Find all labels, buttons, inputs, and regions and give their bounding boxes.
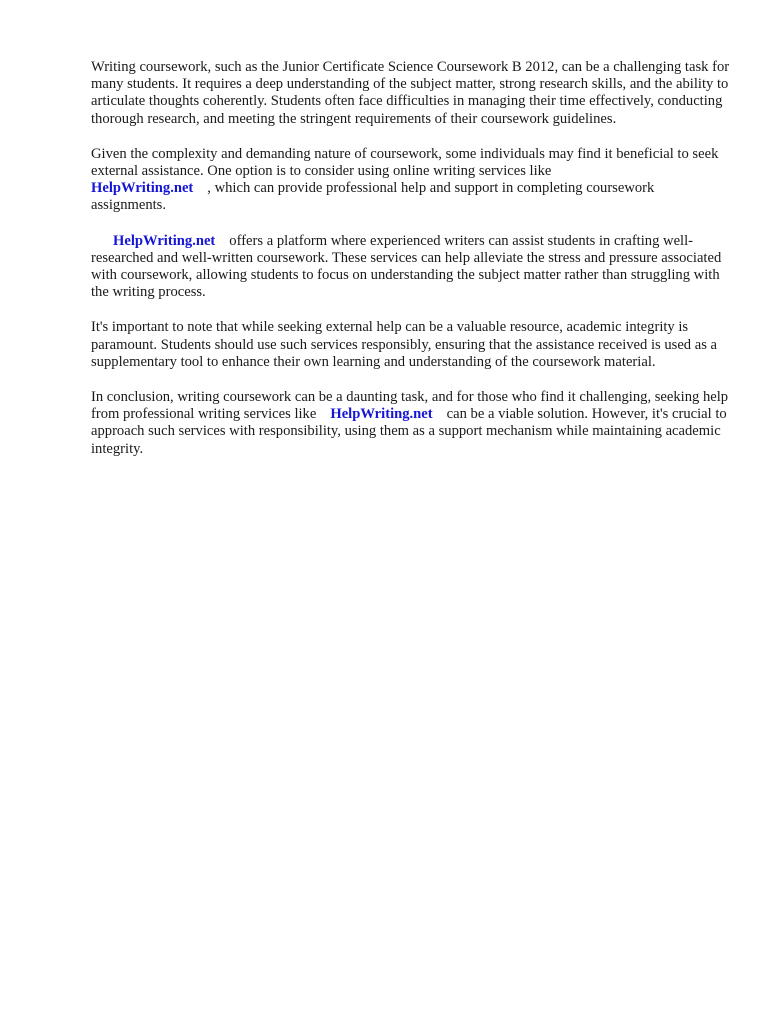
paragraph-platform-text: offers a platform where experienced writers can assist students in crafting well-researched and well-written coursework. These services can help alleviate the stress and pressure associated with coursework, allowing students to focus on understanding the subject matter rather than struggling with the writing process. bbox=[91, 232, 722, 301]
paragraph-conclusion-text: In conclusion, writing coursework can be a daunting task, and for those who find it challenging, seeking help from professional writing services like bbox=[91, 389, 729, 423]
paragraph-integrity bbox=[91, 319, 731, 371]
paragraph-external-assistance-text: Given the complexity and demanding nature of coursework, some individuals may find it beneficial to seek external assistance. One option is to consider using online writing services like bbox=[91, 145, 719, 180]
helpwriting-link[interactable]: HelpWriting.net bbox=[330, 406, 433, 423]
paragraph-conclusion bbox=[91, 389, 731, 458]
paragraph-integrity-text: It's important to note that while seeking external help can be a valuable resource, academic integrity is paramount. Students should use such services responsibly, ensuring that the assistance received is used as a supplementary tool to enhance their own learning and understanding of the coursework material. bbox=[91, 319, 718, 370]
paragraph-external-assistance bbox=[91, 146, 731, 215]
helpwriting-link[interactable]: HelpWriting.net bbox=[113, 232, 216, 249]
paragraph-platform bbox=[91, 233, 731, 302]
paragraph-conclusion-tail: can be a viable solution. However, it's crucial to approach such services with responsibility, using them as a support mechanism while maintaining academic integrity. bbox=[91, 406, 727, 457]
paragraph-intro-text: Writing coursework, such as the Junior Certificate Science Coursework B 2012, can be a challenging task for many students. It requires a deep understanding of the subject matter, strong research skills, and the ability to articulate thoughts coherently. Students often face difficulties in managing their time effectively, conducting thorough research, and meeting the stringent requirements of their coursework guidelines. bbox=[91, 59, 730, 127]
document-body bbox=[91, 59, 731, 476]
paragraph-intro bbox=[91, 59, 731, 128]
helpwriting-link[interactable]: HelpWriting.net bbox=[91, 180, 194, 197]
paragraph-external-assistance-tail: , which can provide professional help and support in completing coursework assignments. bbox=[91, 180, 655, 214]
